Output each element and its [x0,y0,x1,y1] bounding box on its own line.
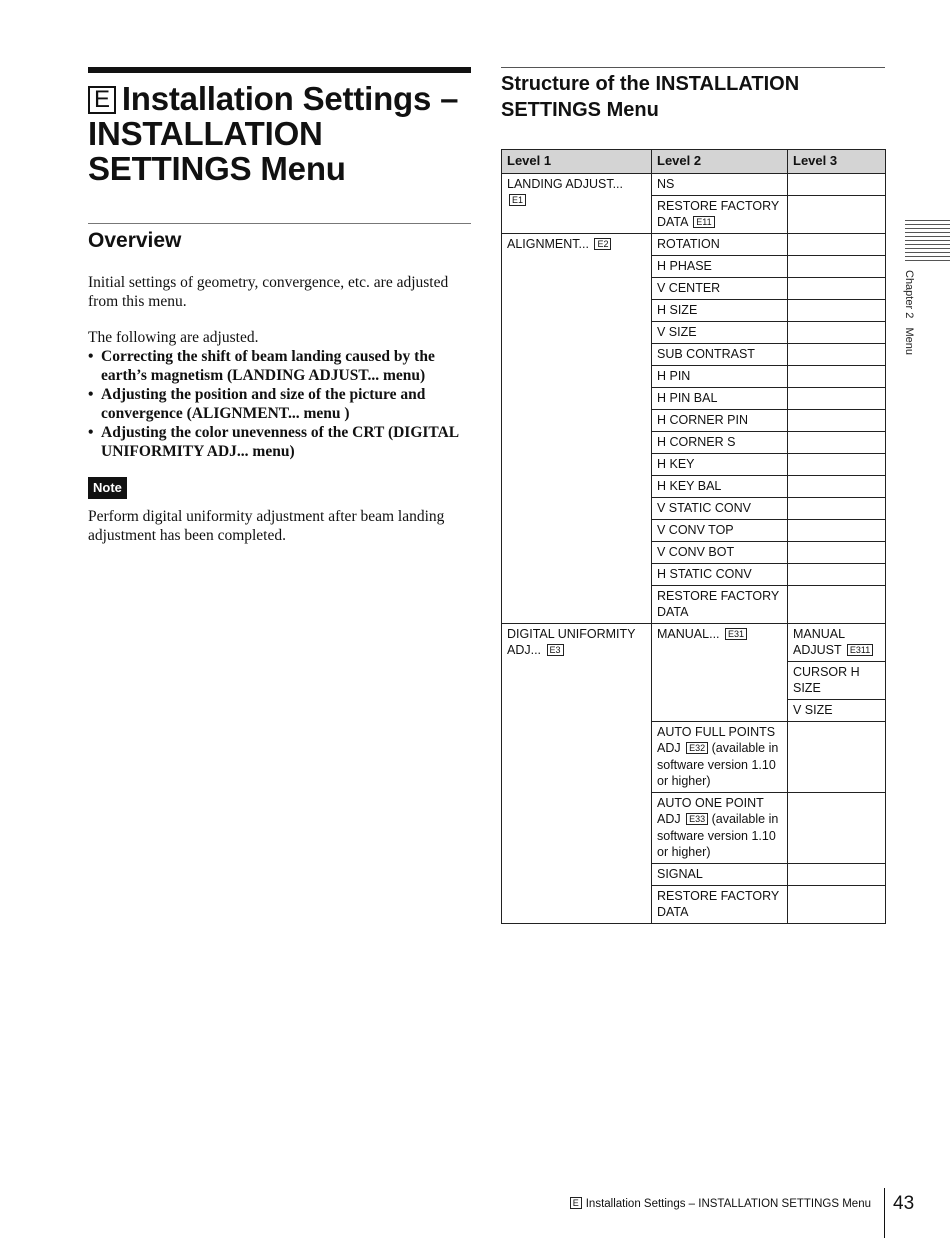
table-row [502,173,886,195]
page-number: 43 [893,1193,915,1214]
adjusted-lead: The following are adjusted. [88,329,259,346]
table-cell: SIGNAL [652,863,788,885]
section-letter-box: E [88,86,116,114]
empty-cell [788,173,886,195]
bullet-item: • Adjusting the color unevenness of the CRT (DIGITAL UNIFORMITY ADJ... menu) [88,424,459,460]
overview-rule [88,223,471,224]
menu-structure-table [501,149,886,924]
table-cell: H KEY BAL [652,475,788,497]
manual-cell: MANUAL... E31 [652,623,788,721]
ref-box: E311 [847,644,873,656]
landing-adjust-cell: LANDING ADJUST... E1 [502,173,652,233]
bullet-list [88,347,471,461]
ref-box: E32 [686,742,708,754]
right-column [501,67,885,123]
header-level-1: Level 1 [502,150,652,174]
structure-heading: Structure of the INSTALLATION SETTINGS Menu [501,73,800,121]
header-level-3: Level 3 [788,150,886,174]
ref-box: E11 [693,216,714,228]
empty-cell [788,365,886,387]
empty-cell [788,343,886,365]
bullet-marker: • [88,386,94,403]
table-cell: V CENTER [652,277,788,299]
header-level-2: Level 2 [652,150,788,174]
empty-cell [788,863,886,885]
chapter-tab-label: Chapter 2 Menu [903,270,915,355]
table-cell: CURSOR H SIZE [788,661,886,699]
overview-intro: Initial settings of geometry, convergence, etc. are adjusted from this menu. [88,274,449,310]
table-row [502,623,886,661]
table-cell: V STATIC CONV [652,497,788,519]
table-row [502,233,886,255]
empty-cell [788,585,886,623]
empty-cell [788,453,886,475]
table-cell: V CONV TOP [652,519,788,541]
empty-cell [788,519,886,541]
bullet-item: • Correcting the shift of beam landing caused by the earth’s magnetism (LANDING ADJUST... menu) [88,348,435,384]
table-cell: H KEY [652,453,788,475]
table-cell: SUB CONTRAST [652,343,788,365]
left-column [88,67,471,545]
empty-cell [788,321,886,343]
table-cell: RESTORE FACTORY DATA [652,585,788,623]
table-cell: NS [652,173,788,195]
empty-cell [788,721,886,792]
table-cell: H STATIC CONV [652,563,788,585]
empty-cell [788,299,886,321]
overview-heading: Overview [88,229,182,252]
table-header-row [502,150,886,174]
table-cell: H PIN [652,365,788,387]
empty-cell [788,387,886,409]
table-cell: V SIZE [652,321,788,343]
table-cell: H CORNER S [652,431,788,453]
table-cell: V SIZE [788,699,886,721]
ref-box: E31 [725,628,747,640]
empty-cell [788,563,886,585]
structure-rule [501,67,885,68]
bullet-item: • Adjusting the position and size of the picture and convergence (ALIGNMENT... menu ) [88,386,426,422]
table-cell: RESTORE FACTORY DATA E11 [652,195,788,233]
empty-cell [788,277,886,299]
ref-box: E1 [509,194,526,206]
digital-uniformity-cell: DIGITAL UNIFORMITY ADJ... E3 [502,623,652,923]
title-rule [88,67,471,73]
empty-cell [788,431,886,453]
alignment-cell: ALIGNMENT... E2 [502,233,652,623]
table-cell: H PHASE [652,255,788,277]
table-cell: AUTO FULL POINTS ADJ E32 (available in software version 1.10 or higher) [652,721,788,792]
footer-letter-box: E [570,1197,582,1209]
ref-box: E33 [686,813,708,825]
note-text: Perform digital uniformity adjustment after beam landing adjustment has been completed. [88,508,445,544]
page-title [88,81,471,186]
empty-cell [788,792,886,863]
empty-cell [788,475,886,497]
table-cell: V CONV BOT [652,541,788,563]
empty-cell [788,409,886,431]
table-cell: MANUAL ADJUST E311 [788,623,886,661]
empty-cell [788,497,886,519]
ref-box: E3 [547,644,564,656]
table-cell: H CORNER PIN [652,409,788,431]
bullet-marker: • [88,424,94,441]
footer-text: E Installation Settings – INSTALLATION SETTINGS Menu [570,1197,871,1210]
empty-cell [788,195,886,233]
empty-cell [788,541,886,563]
bullet-marker: • [88,348,94,365]
empty-cell [788,885,886,923]
chapter-tab-lines [905,220,950,264]
empty-cell [788,233,886,255]
table-cell: H PIN BAL [652,387,788,409]
page-title-text: Installation Settings – INSTALLATION SETTINGS Menu [88,80,459,187]
note-badge: Note [88,477,127,499]
table-cell: ROTATION [652,233,788,255]
table-cell: AUTO ONE POINT ADJ E33 (available in software version 1.10 or higher) [652,792,788,863]
table-cell: RESTORE FACTORY DATA [652,885,788,923]
empty-cell [788,255,886,277]
ref-box: E2 [594,238,611,250]
table-cell: H SIZE [652,299,788,321]
footer-divider [884,1188,885,1238]
